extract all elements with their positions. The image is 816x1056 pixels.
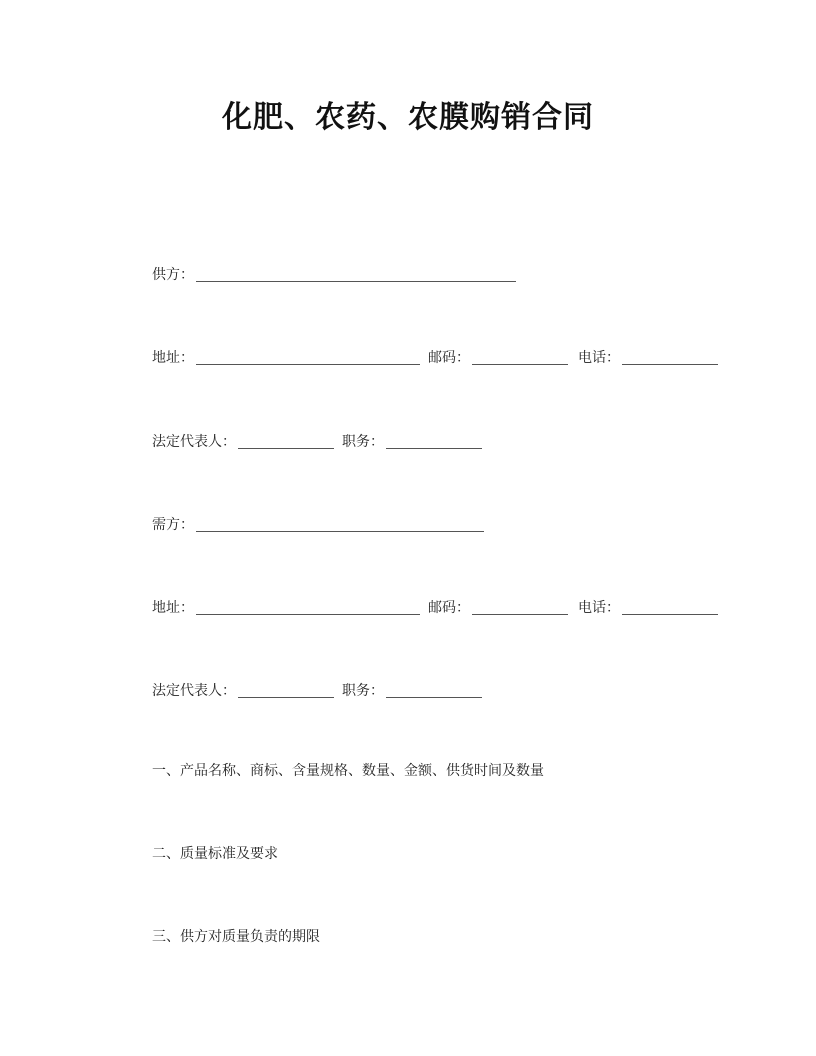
supplier-legal-rep-label: 法定代表人： (152, 434, 236, 450)
supplier-address-field[interactable] (196, 364, 420, 365)
buyer-name-row (152, 512, 484, 534)
supplier-phone-field[interactable] (622, 364, 718, 365)
buyer-position-field[interactable] (386, 697, 482, 698)
section-heading-2: 二、质量标准及要求 (152, 846, 278, 862)
supplier-postcode-field[interactable] (472, 364, 568, 365)
buyer-legal-rep-label: 法定代表人： (152, 683, 236, 699)
buyer-position-label: 职务： (342, 683, 384, 699)
supplier-address-label: 地址： (152, 350, 194, 366)
buyer-address-field[interactable] (196, 614, 420, 615)
buyer-address-label: 地址： (152, 600, 194, 616)
supplier-legal-rep-field[interactable] (238, 448, 334, 449)
supplier-name-label: 供方： (152, 267, 194, 283)
supplier-position-label: 职务： (342, 434, 384, 450)
buyer-phone-label: 电话： (578, 600, 620, 616)
buyer-phone-field[interactable] (622, 614, 718, 615)
supplier-position-field[interactable] (386, 448, 482, 449)
supplier-address-row (152, 345, 718, 367)
buyer-address-row (152, 595, 718, 617)
supplier-name-field[interactable] (196, 281, 516, 282)
section-heading-3: 三、供方对质量负责的期限 (152, 929, 320, 945)
supplier-phone-label: 电话： (578, 350, 620, 366)
buyer-name-field[interactable] (196, 531, 484, 532)
section-heading-1: 一、产品名称、商标、含量规格、数量、金额、供货时间及数量 (152, 763, 544, 779)
buyer-legal-rep-row (152, 678, 482, 700)
buyer-postcode-field[interactable] (472, 614, 568, 615)
supplier-postcode-label: 邮码： (428, 350, 470, 366)
buyer-name-label: 需方： (152, 517, 194, 533)
supplier-name-row (152, 262, 516, 284)
buyer-postcode-label: 邮码： (428, 600, 470, 616)
supplier-legal-rep-row (152, 429, 482, 451)
document-title: 化肥、农药、农膜购销合同 (222, 100, 594, 135)
buyer-legal-rep-field[interactable] (238, 697, 334, 698)
